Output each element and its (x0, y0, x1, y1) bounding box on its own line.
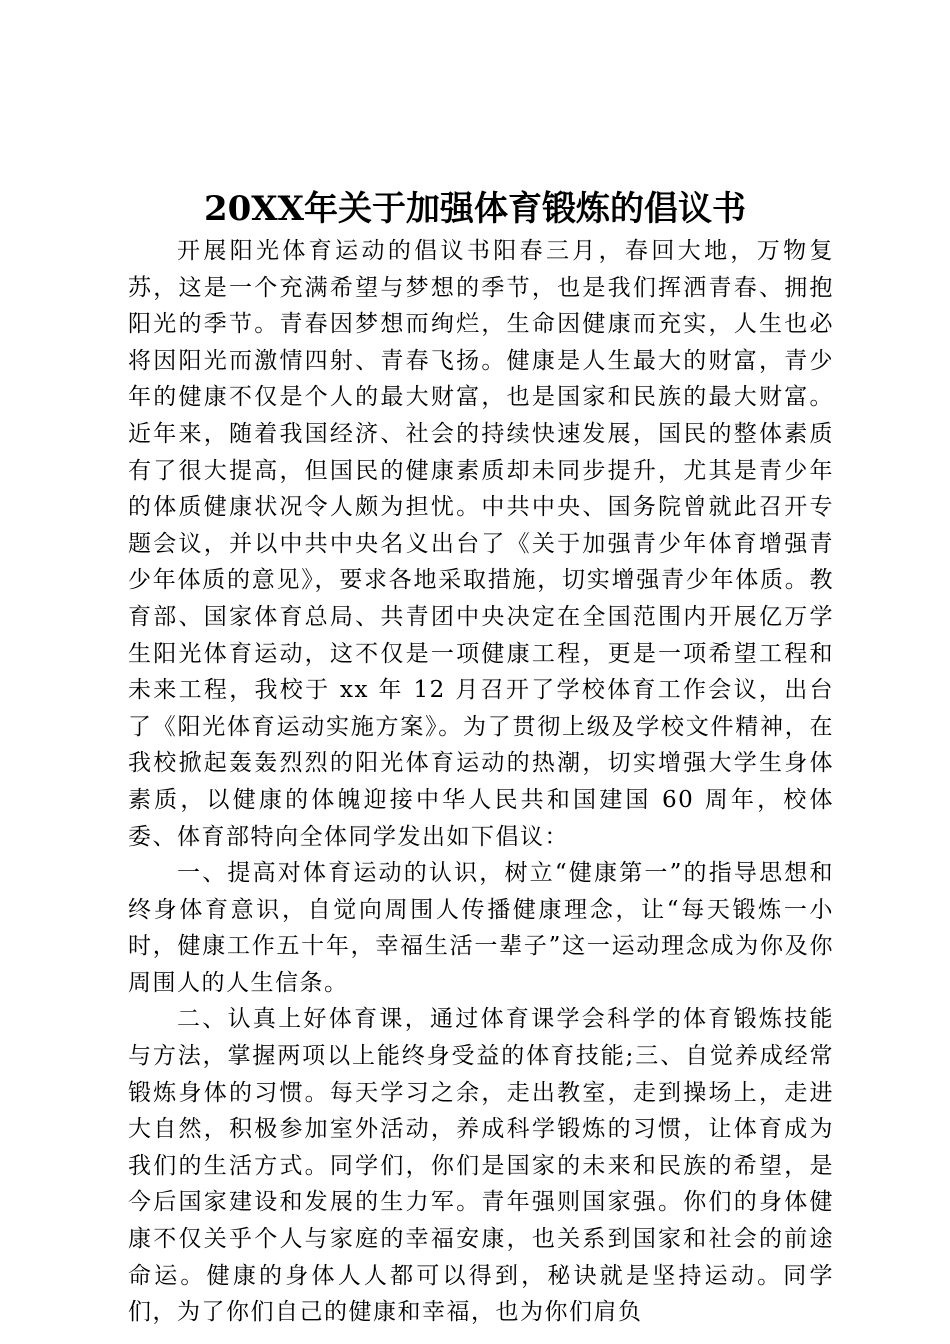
document-body (128, 233, 834, 1331)
document-title: 20XX年关于加强体育锻炼的倡议书 (203, 189, 747, 229)
paragraph-intro: 开展阳光体育运动的倡议书阳春三月，春回大地，万物复苏，这是一个充满希望与梦想的季节，也是我们挥洒青春、拥抱阳光的季节。青春因梦想而绚烂，生命因健康而充实，人生也必将因阳光而激情四射、青春飞扬。健康是人生最大的财富，青少年的健康不仅是个人的最大财富，也是国家和民族的最大财富。近年来，随着我国经济、社会的持续快速发展，国民的整体素质有了很大提高，但国民的健康素质却未同步提升，尤其是青少年的体质健康状况令人颇为担忧。中共中央、国务院曾就此召开专题会议，并以中共中央名义出台了《关于加强青少年体育增强青少年体质的意见》，要求各地采取措施，切实增强青少年体质。教育部、国家体育总局、共青团中央决定在全国范围内开展亿万学生阳光体育运动，这不仅是一项健康工程，更是一项希望工程和未来工程，我校于 xx 年 12 月召开了学校体育工作会议，出台了《阳光体育运动实施方案》。为了贯彻上级及学校文件精神，在我校掀起轰轰烈烈的阳光体育运动的热潮，切实增强大学生身体素质，以健康的体魄迎接中华人民共和国建国 60 周年，校体委、体育部特向全体同学发出如下倡议： (128, 238, 834, 850)
paragraph-item-one: 一、提高对体育运动的认识，树立“健康第一”的指导思想和终身体育意识，自觉向周围人传播健康理念，让“每天锻炼一小时，健康工作五十年，幸福生活一辈子”这一运动理念成为你及你周围人的人生信条。 (128, 860, 834, 996)
paragraph-item-two: 二、认真上好体育课，通过体育课学会科学的体育锻炼技能与方法，掌握两项以上能终身受益的体育技能;三、自觉养成经常锻炼身体的习惯。每天学习之余，走出教室，走到操场上，走进大自然，积极参加室外活动，养成科学锻炼的习惯，让体育成为我们的生活方式。同学们，你们是国家的未来和民族的希望，是今后国家建设和发展的生力军。青年强则国家强。你们的身体健康不仅关乎个人与家庭的幸福安康，也关系到国家和社会的前途命运。健康的身体人人都可以得到，秘诀就是坚持运动。同学们，为了你们自己的健康和幸福，也为你们肩负 (128, 1006, 834, 1326)
